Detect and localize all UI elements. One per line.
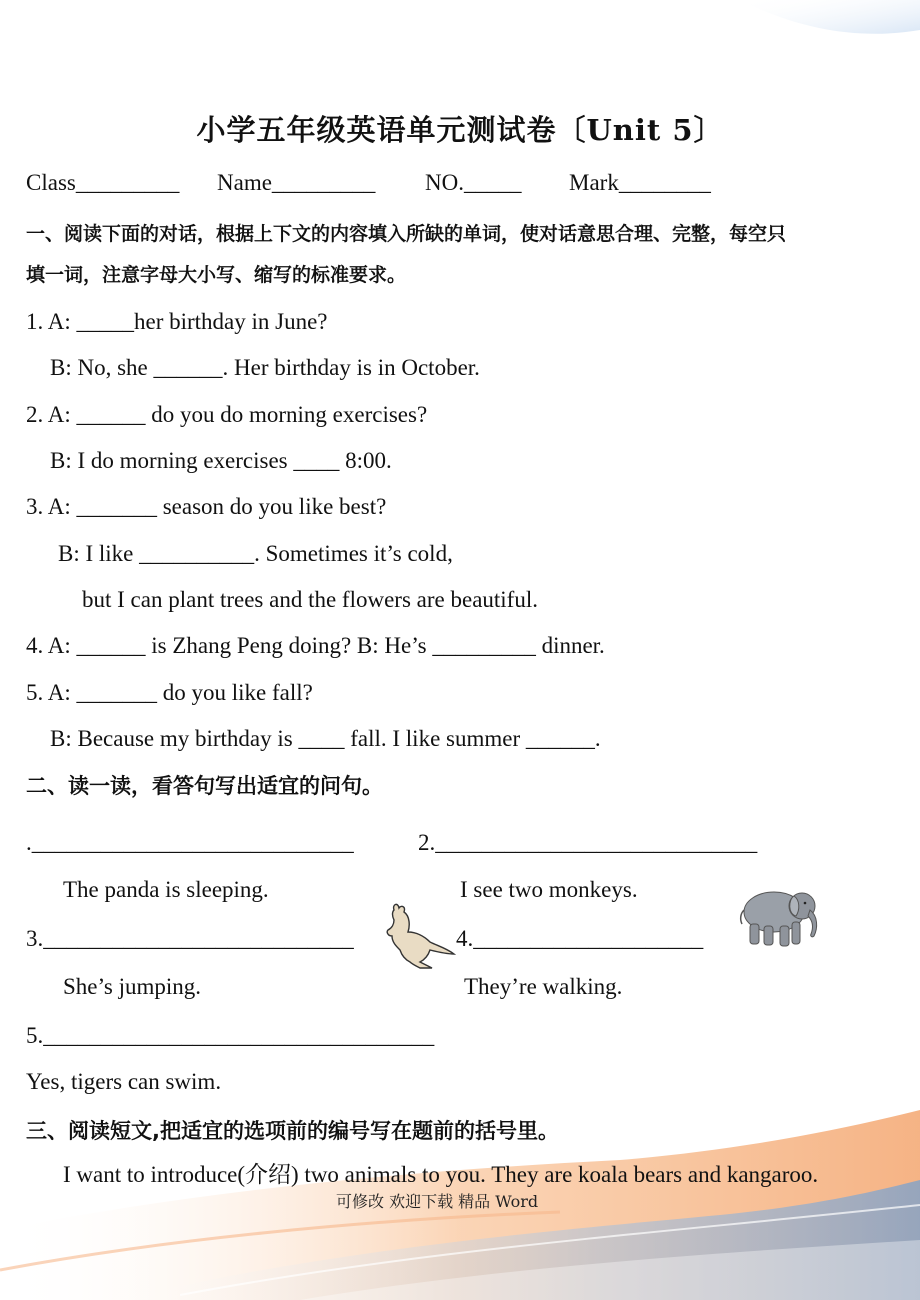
q1-line-a[interactable]: 1. A: _____her birthday in June? bbox=[26, 309, 328, 334]
kangaroo-illustration bbox=[380, 902, 456, 970]
section2-answer2: I see two monkeys. bbox=[460, 877, 638, 902]
section1-instruction-line2: 填一词，注意字母大小写、缩写的标准要求。 bbox=[26, 264, 407, 286]
q1-line-b[interactable]: B: No, she ______. Her birthday is in October. bbox=[50, 355, 480, 380]
elephant-illustration bbox=[738, 880, 822, 950]
class-field[interactable]: Class_________ bbox=[26, 170, 180, 195]
section2-answer5: Yes, tigers can swim. bbox=[26, 1069, 222, 1094]
page-title: 小学五年级英语单元测试卷〔Unit 5〕 bbox=[196, 113, 724, 147]
section2-answer4: They’re walking. bbox=[464, 974, 623, 999]
mark-field[interactable]: Mark________ bbox=[569, 170, 711, 195]
footer-note: 可修改 欢迎下载 精品 Word bbox=[336, 1192, 539, 1211]
q5-line-a[interactable]: 5. A: _______ do you like fall? bbox=[26, 680, 313, 705]
q3-line-b[interactable]: B: I like __________. Sometimes it’s cold, bbox=[58, 541, 453, 566]
section2-q3-blank[interactable]: 3.___________________________ bbox=[26, 926, 354, 951]
q2-line-b[interactable]: B: I do morning exercises ____ 8:00. bbox=[50, 448, 392, 473]
section2-answer3: She’s jumping. bbox=[63, 974, 202, 999]
section2-q2-blank[interactable]: 2.____________________________ bbox=[418, 830, 758, 855]
number-field[interactable]: NO._____ bbox=[425, 170, 522, 195]
section2-q5-blank[interactable]: 5.__________________________________ bbox=[26, 1023, 435, 1048]
q5-line-b[interactable]: B: Because my birthday is ____ fall. I like summer ______. bbox=[50, 726, 601, 751]
q3-line-c: but I can plant trees and the flowers are beautiful. bbox=[82, 587, 538, 612]
section2-q1-blank[interactable]: .____________________________ bbox=[26, 830, 354, 855]
section1-instruction-line1: 一、阅读下面的对话，根据上下文的内容填入所缺的单词，使对话意思合理、完整，每空只 bbox=[26, 223, 787, 245]
q2-line-a[interactable]: 2. A: ______ do you do morning exercises? bbox=[26, 402, 428, 427]
section3-heading: 三、阅读短文,把适宜的选项前的编号写在题前的括号里。 bbox=[26, 1119, 559, 1143]
section3-passage: I want to introduce(介绍) two animals to you. They are koala bears and kangaroo. bbox=[63, 1162, 819, 1187]
section2-heading: 二、读一读，看答句写出适宜的问句。 bbox=[26, 774, 383, 798]
section2-q4-blank[interactable]: 4.____________________ bbox=[456, 926, 704, 951]
name-field[interactable]: Name_________ bbox=[217, 170, 376, 195]
q4-line[interactable]: 4. A: ______ is Zhang Peng doing? B: He’s _________ dinner. bbox=[26, 633, 605, 658]
q3-line-a[interactable]: 3. A: _______ season do you like best? bbox=[26, 494, 387, 519]
section2-answer1: The panda is sleeping. bbox=[63, 877, 269, 902]
